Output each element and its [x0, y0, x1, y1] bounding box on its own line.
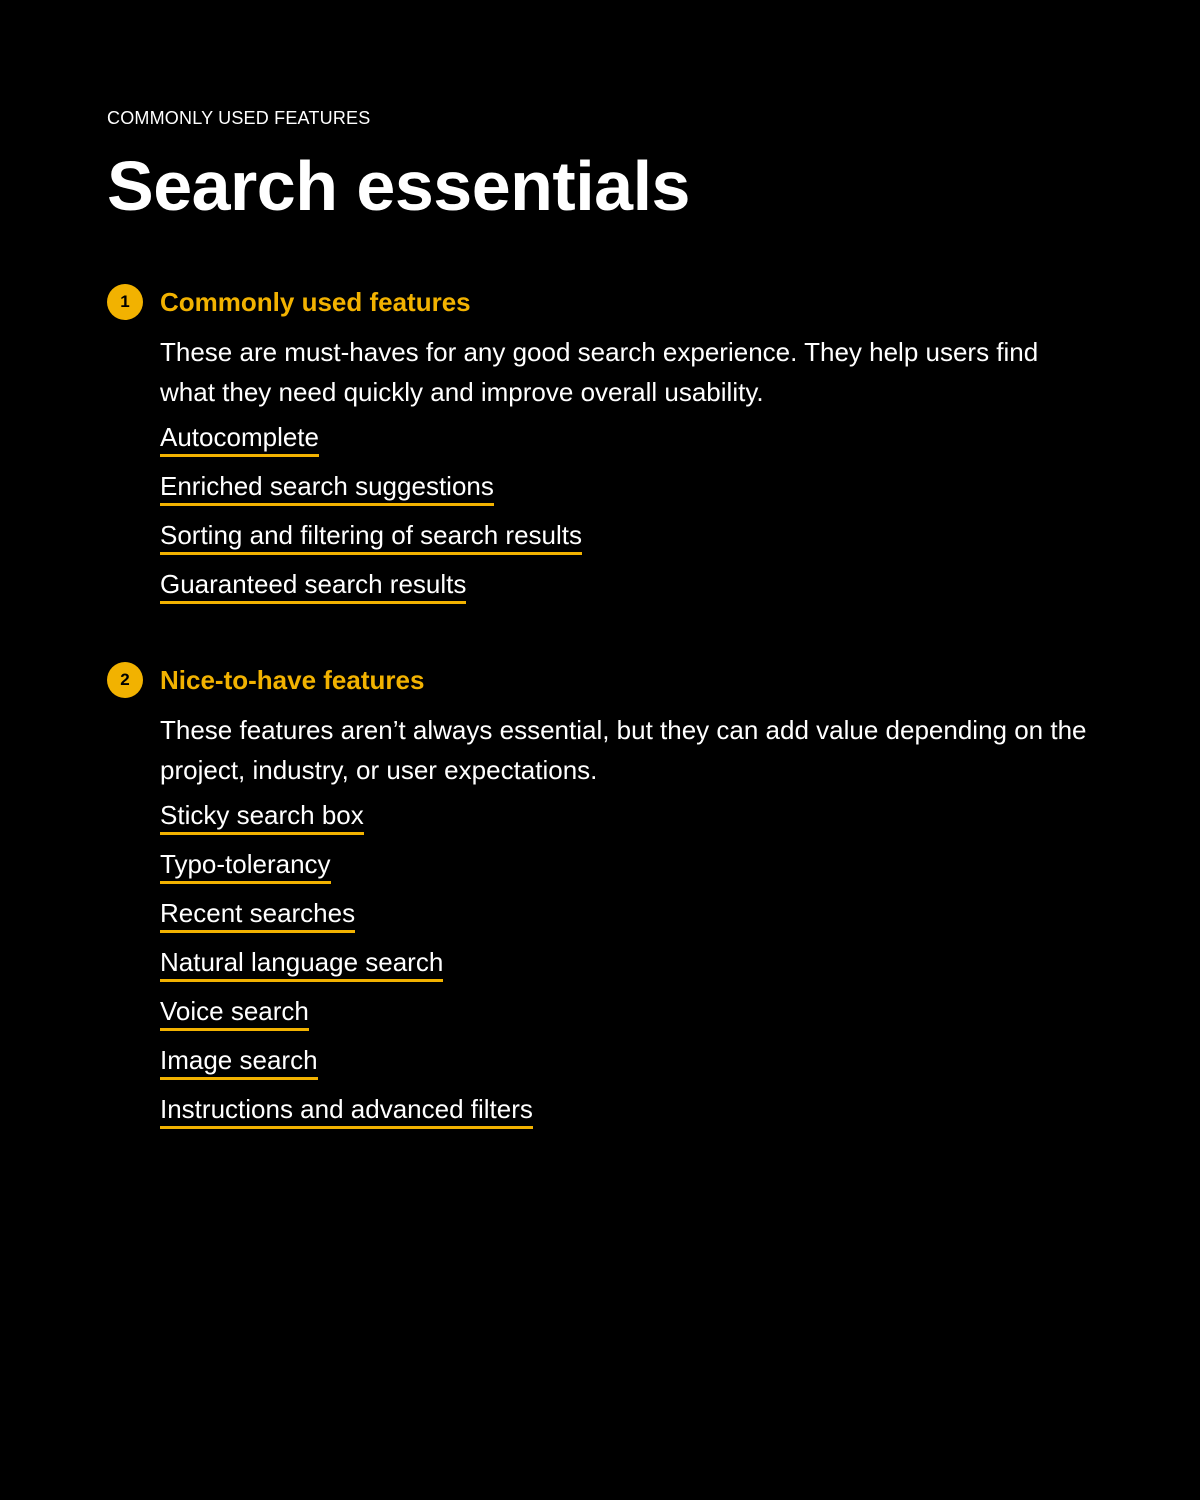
feature-link-voice-search[interactable]: Voice search — [160, 994, 309, 1031]
list-item — [160, 896, 1107, 945]
feature-link-recent-searches[interactable]: Recent searches — [160, 896, 355, 933]
feature-link-natural-language-search[interactable]: Natural language search — [160, 945, 443, 982]
number-badge: 2 — [107, 662, 143, 698]
eyebrow-label: COMMONLY USED FEATURES — [107, 108, 371, 128]
section-header — [107, 662, 1107, 698]
list-item — [160, 1043, 1107, 1092]
feature-link-typo-tolerancy[interactable]: Typo-tolerancy — [160, 847, 331, 884]
feature-list — [160, 420, 1107, 616]
list-item — [160, 798, 1107, 847]
section-nice-to-have — [107, 662, 1107, 1141]
feature-link-image-search[interactable]: Image search — [160, 1043, 318, 1080]
list-item — [160, 994, 1107, 1043]
number-badge: 1 — [107, 284, 143, 320]
page-title: Search essentials — [107, 147, 690, 225]
section-title: Commonly used features — [160, 287, 471, 317]
feature-link-sorting-and-filtering[interactable]: Sorting and filtering of search results — [160, 518, 582, 555]
feature-list — [160, 798, 1107, 1141]
feature-link-instructions-and-advanced-filters[interactable]: Instructions and advanced filters — [160, 1092, 533, 1129]
section-header — [107, 284, 1107, 320]
list-item — [160, 567, 1107, 616]
list-item — [160, 847, 1107, 896]
section-description: These are must-haves for any good search experience. They help users find what they need quickly and improve overall usability. — [160, 337, 1039, 407]
section-description: These features aren’t always essential, but they can add value depending on the project, industry, or user expectations. — [160, 715, 1087, 785]
feature-link-sticky-search-box[interactable]: Sticky search box — [160, 798, 364, 835]
list-item — [160, 469, 1107, 518]
list-item — [160, 420, 1107, 469]
list-item — [160, 518, 1107, 567]
list-item — [160, 1092, 1107, 1141]
feature-link-autocomplete[interactable]: Autocomplete — [160, 420, 319, 457]
feature-link-enriched-search-suggestions[interactable]: Enriched search suggestions — [160, 469, 494, 506]
feature-link-guaranteed-search-results[interactable]: Guaranteed search results — [160, 567, 466, 604]
list-item — [160, 945, 1107, 994]
section-commonly-used — [107, 284, 1107, 616]
section-title: Nice-to-have features — [160, 665, 425, 695]
